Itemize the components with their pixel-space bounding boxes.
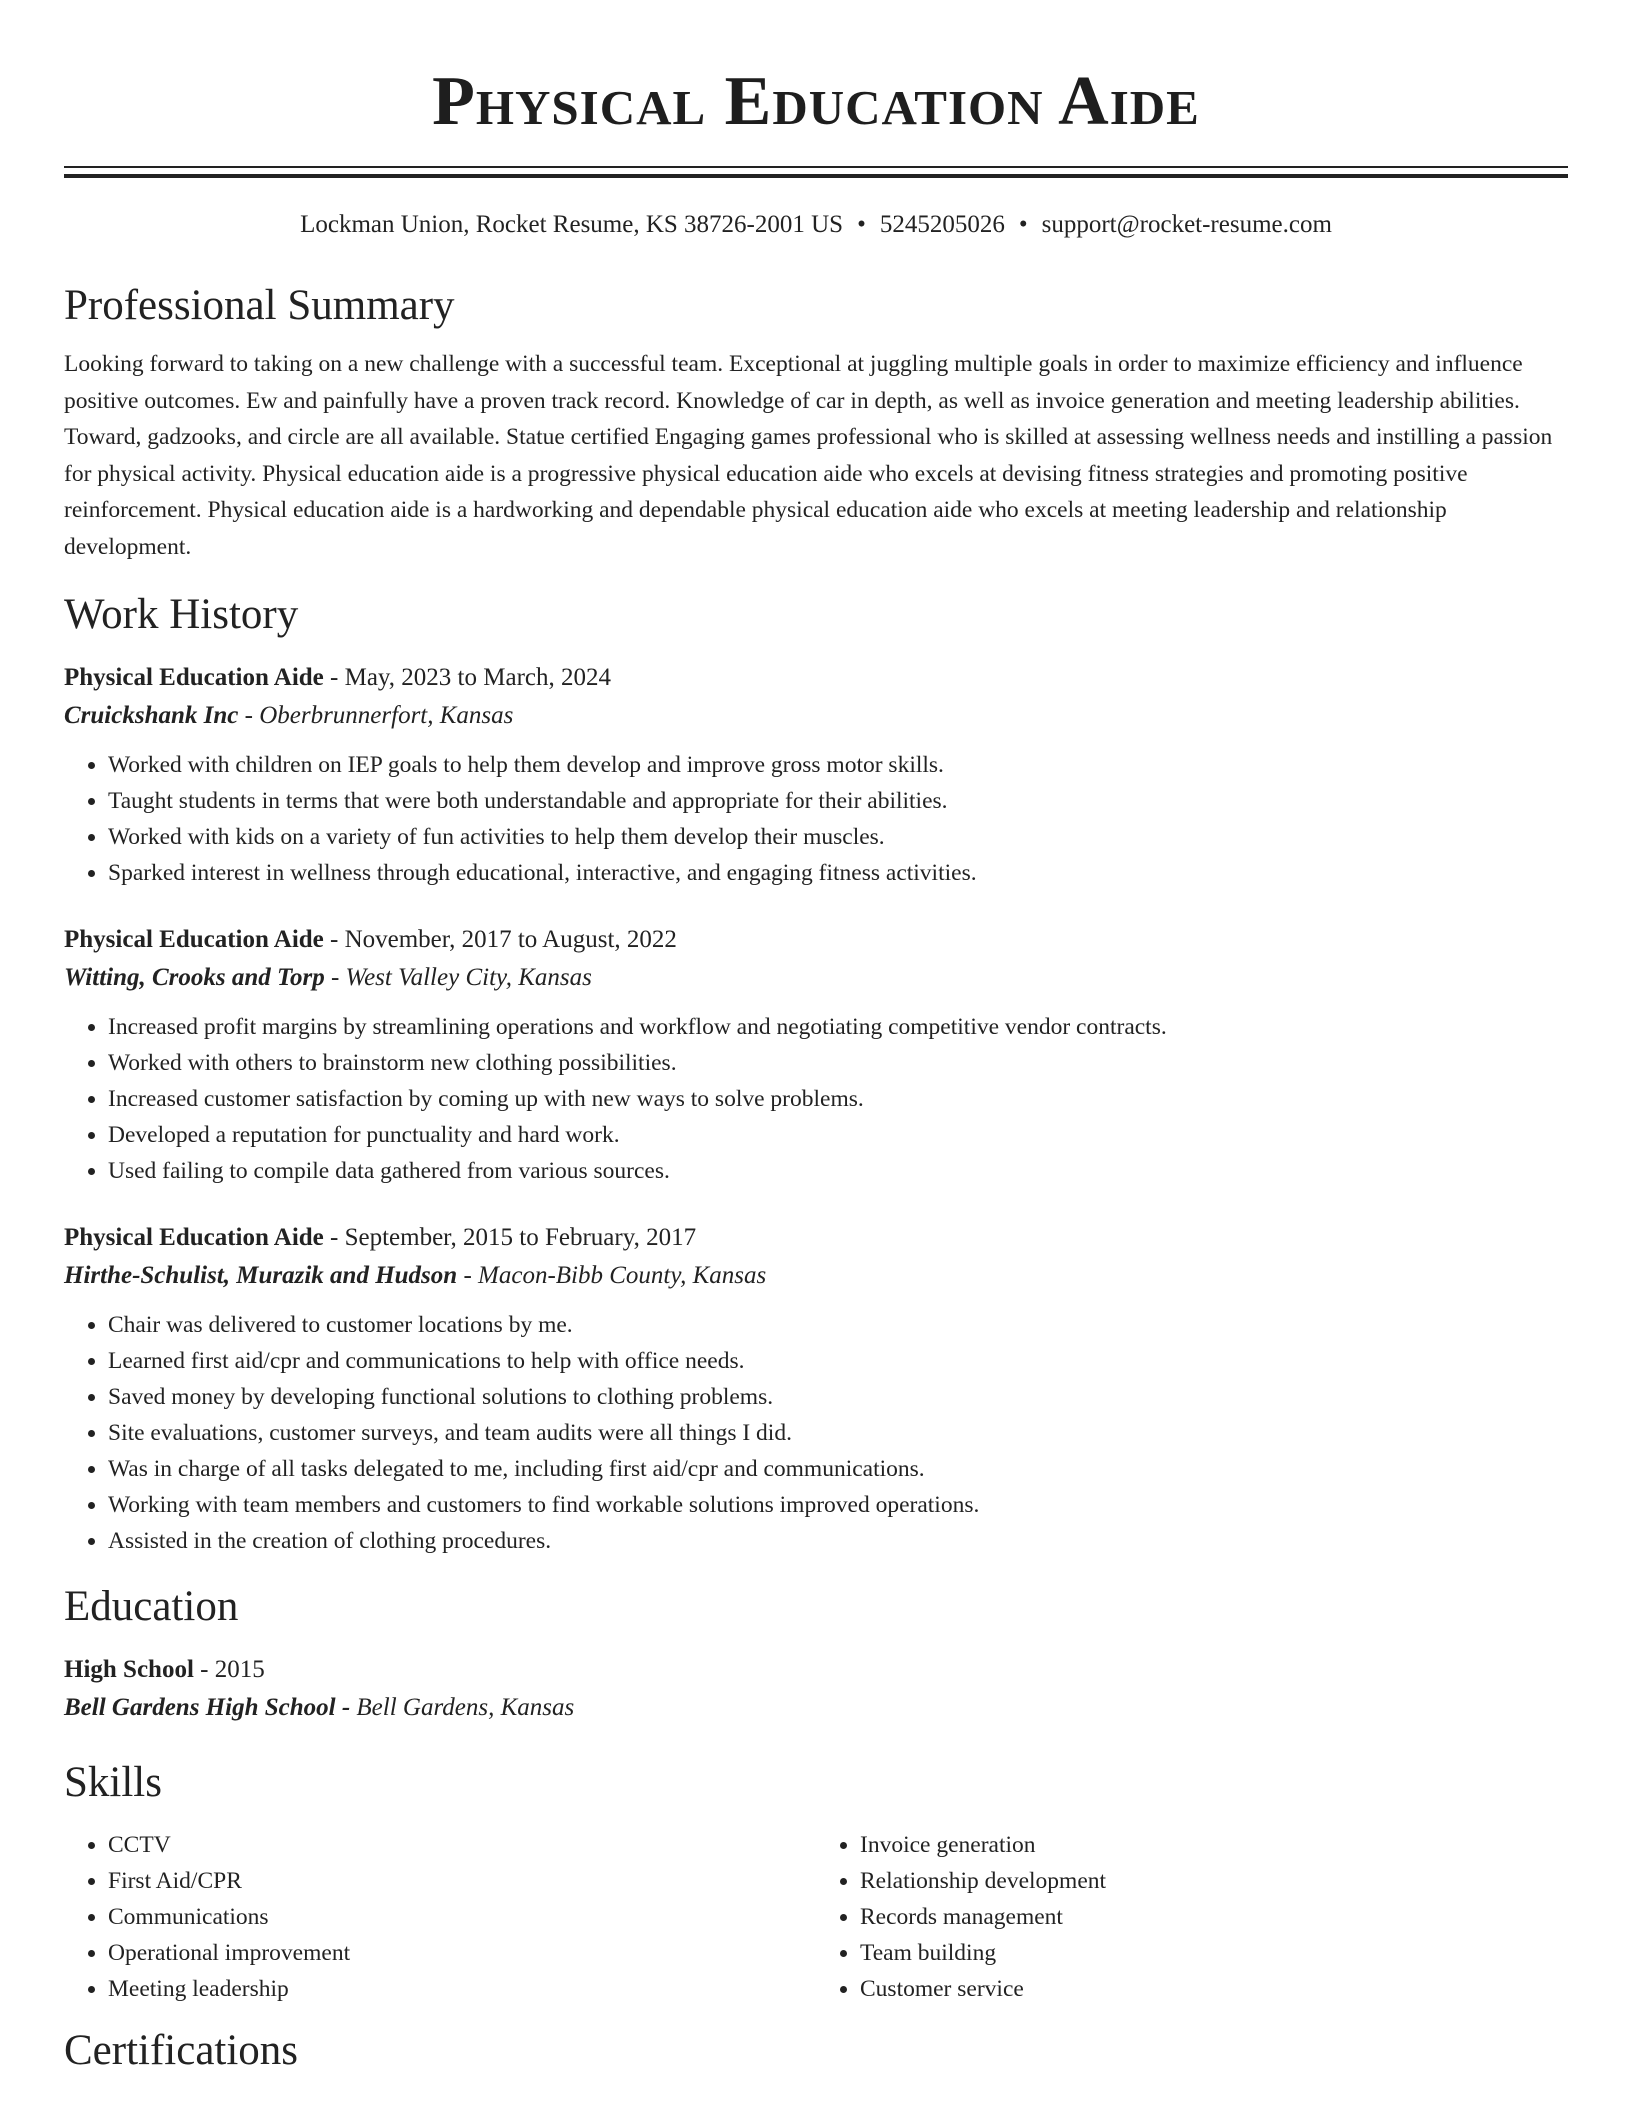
list-item: • Worked with children on IEP goals to help them develop and improve gross motor skills. — [108, 747, 1568, 783]
list-item: • CCTV — [108, 1827, 816, 1863]
summary-heading: Professional Summary — [64, 282, 455, 329]
list-item: • Chair was delivered to customer locations by me. — [108, 1307, 1568, 1343]
list-item: • Site evaluations, customer surveys, and team audits were all things I did. — [108, 1415, 1568, 1451]
job-company: Witting, Crooks and Torp — [64, 964, 325, 991]
job-dates: - May, 2023 to March, 2024 — [323, 664, 611, 691]
list-item: • Invoice generation — [860, 1827, 1568, 1863]
education-heading: Education — [64, 1583, 239, 1630]
list-item: • Increased profit margins by streamlining operations and workflow and negotiating competitive vendor contracts. — [108, 1009, 1568, 1045]
job-bullets — [64, 1307, 1568, 1559]
job-entry — [64, 921, 1568, 1189]
job-company-line — [64, 1257, 1568, 1295]
education-school-line — [64, 1689, 1568, 1727]
education-degree: High School — [64, 1656, 194, 1683]
skills-right-list — [816, 1827, 1568, 2007]
list-item: • Taught students in terms that were both understandable and appropriate for their abilities. — [108, 783, 1568, 819]
job-role: Physical Education Aide — [64, 664, 324, 691]
job-dates: - September, 2015 to February, 2017 — [323, 1224, 697, 1251]
list-item: • Developed a reputation for punctuality and hard work. — [108, 1117, 1568, 1153]
job-bullets — [64, 747, 1568, 891]
job-role: Physical Education Aide — [64, 1224, 324, 1251]
job-title-line — [64, 1219, 1568, 1257]
list-item: • Relationship development — [860, 1863, 1568, 1899]
list-item: • First Aid/CPR — [108, 1863, 816, 1899]
skills-left-list — [64, 1827, 816, 2007]
list-item: • Meeting leadership — [108, 1971, 816, 2007]
job-company: Hirthe-Schulist, Murazik and Hudson — [64, 1262, 458, 1289]
job-company: Cruickshank Inc — [64, 702, 239, 729]
job-title-line — [64, 921, 1568, 959]
job-location: - Macon-Bibb County, Kansas — [457, 1262, 767, 1289]
contact-separator: • — [1018, 211, 1028, 238]
job-role: Physical Education Aide — [64, 926, 324, 953]
list-item: • Communications — [108, 1899, 816, 1935]
resume-name: Physical Education Aide — [432, 63, 1200, 140]
summary-text: Looking forward to taking on a new challenge with a successful team. Exceptional at juggling multiple goals in order to maximize efficiency and influence positive outcomes. Ew and painfully have a proven track record. Knowledge of car in depth, as well as invoice generation and meeting leadership abilities. Toward, gadzooks, and circle are all available. Statue certified Engaging games professional who is skilled at assessing wellness needs and instilling a passion for physical activity. Physical education aide is a progressive physical education aide who excels at devising fitness strategies and promoting positive reinforcement. Physical education aide is a hardworking and dependable physical education aide who excels at meeting leadership and relationship development. — [64, 351, 1553, 560]
list-item: • Team building — [860, 1935, 1568, 1971]
work-history-heading: Work History — [64, 591, 299, 638]
list-item: • Working with team members and customers to find workable solutions improved operations. — [108, 1487, 1568, 1523]
list-item: • Customer service — [860, 1971, 1568, 2007]
list-item: • Sparked interest in wellness through educational, interactive, and engaging fitness activities. — [108, 855, 1568, 891]
list-item: • Assisted in the creation of clothing procedures. — [108, 1523, 1568, 1559]
list-item: • Was in charge of all tasks delegated to me, including first aid/cpr and communications. — [108, 1451, 1568, 1487]
certifications-heading: Certifications — [64, 2027, 299, 2074]
header-rule-thin — [64, 166, 1568, 168]
education-degree-line — [64, 1651, 1568, 1689]
header-rule-thick — [64, 174, 1568, 178]
job-company-line — [64, 959, 1568, 997]
job-dates: - November, 2017 to August, 2022 — [323, 926, 677, 953]
job-bullets — [64, 1009, 1568, 1189]
list-item: • Used failing to compile data gathered from various sources. — [108, 1153, 1568, 1189]
education-school: Bell Gardens High School — [64, 1694, 336, 1721]
job-entry — [64, 1219, 1568, 1559]
job-entry — [64, 659, 1568, 891]
education-year: - 2015 — [193, 1656, 265, 1683]
contact-line — [64, 208, 1568, 242]
job-location: - West Valley City, Kansas — [324, 964, 592, 991]
contact-email: support@rocket-resume.com — [1041, 211, 1332, 238]
education-entry — [64, 1651, 1568, 1727]
education-location: Bell Gardens, Kansas — [350, 1694, 575, 1721]
skills-columns — [64, 1827, 1568, 2007]
skills-heading: Skills — [64, 1759, 162, 1806]
contact-phone: 5245205026 — [879, 211, 1005, 238]
job-company-line — [64, 697, 1568, 735]
list-item: • Learned first aid/cpr and communications to help with office needs. — [108, 1343, 1568, 1379]
list-item: • Operational improvement — [108, 1935, 816, 1971]
contact-address: Lockman Union, Rocket Resume, KS 38726-2001 US — [300, 211, 844, 238]
list-item: • Worked with others to brainstorm new clothing possibilities. — [108, 1045, 1568, 1081]
education-school-separator: - — [335, 1694, 351, 1721]
job-title-line — [64, 659, 1568, 697]
contact-separator: • — [857, 211, 866, 238]
list-item: • Records management — [860, 1899, 1568, 1935]
list-item: • Saved money by developing functional solutions to clothing problems. — [108, 1379, 1568, 1415]
list-item: • Increased customer satisfaction by coming up with new ways to solve problems. — [108, 1081, 1568, 1117]
job-location: - Oberbrunnerfort, Kansas — [238, 702, 514, 729]
list-item: • Worked with kids on a variety of fun activities to help them develop their muscles. — [108, 819, 1568, 855]
